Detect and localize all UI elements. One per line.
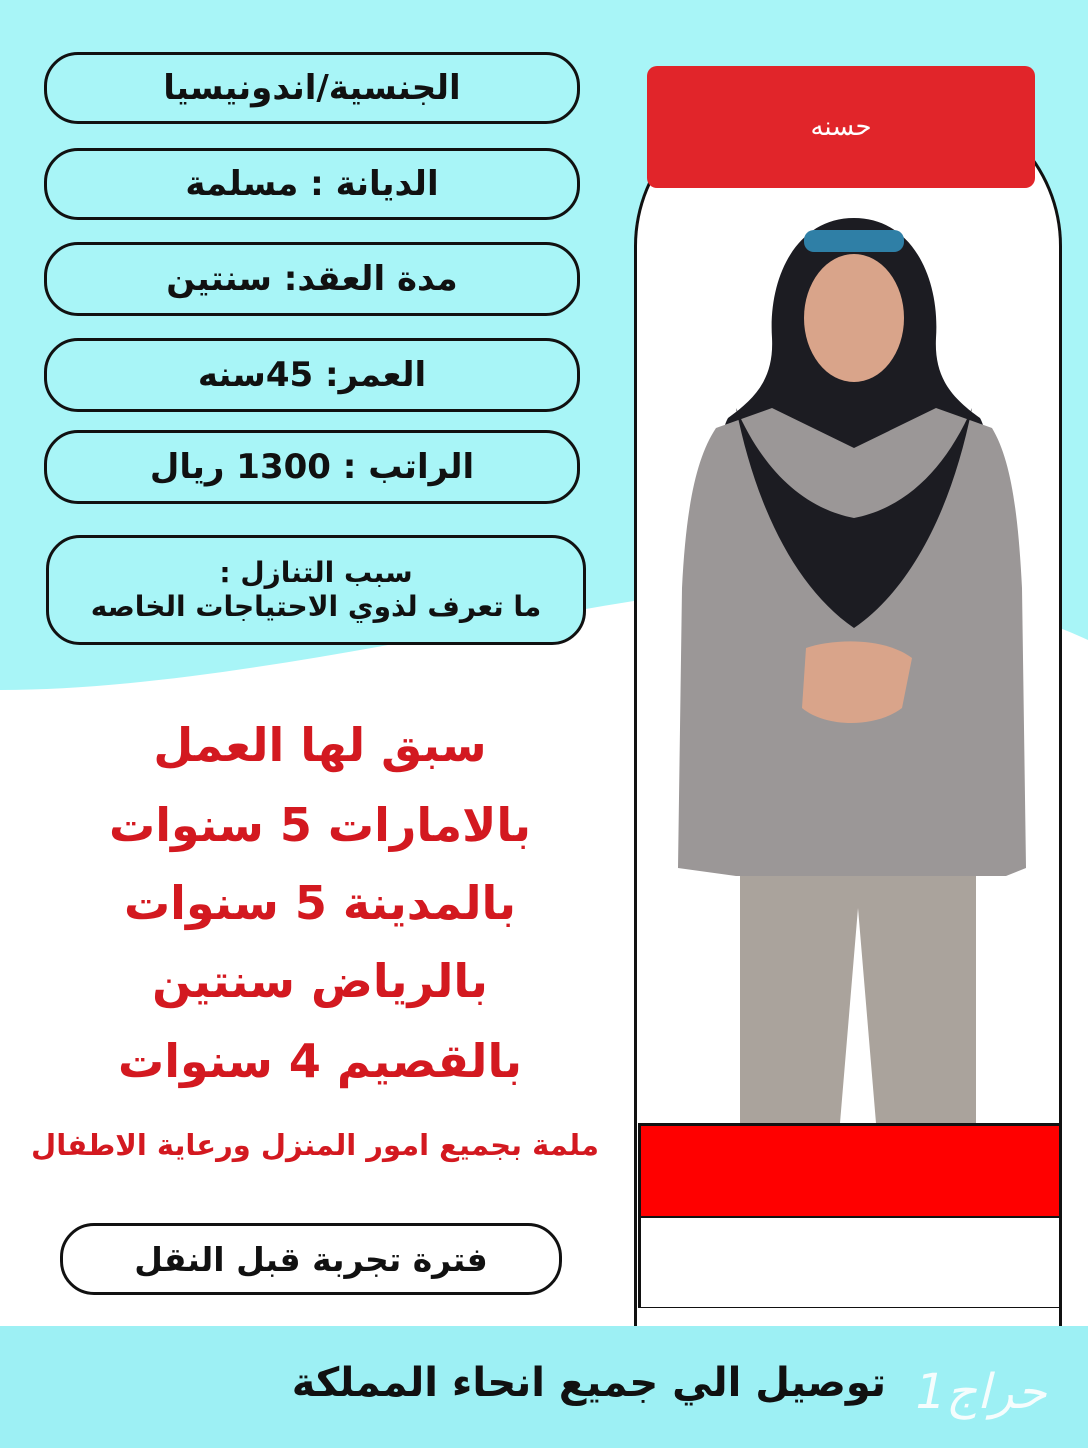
religion-pill — [44, 148, 580, 220]
flag-white-stripe — [641, 1216, 1059, 1308]
waiver-label: سبب التنازل : — [219, 556, 413, 590]
trial-period-pill — [60, 1223, 562, 1295]
name-banner — [647, 66, 1035, 188]
experience-item: بالامارات 5 سنوات — [109, 798, 531, 852]
skills-text: ملمة بجميع امور المنزل ورعاية الاطفال — [31, 1128, 599, 1162]
nationality-pill — [44, 52, 580, 124]
waiver-reason-pill — [46, 535, 586, 645]
experience-item: بالقصيم 4 سنوات — [117, 1034, 522, 1088]
contract-text: مدة العقد: سنتين — [166, 259, 458, 299]
waiver-reason-text: ما تعرف لذوي الاحتياجات الخاصه — [90, 590, 542, 623]
nationality-text: الجنسية/اندونيسيا — [163, 68, 461, 108]
age-pill — [44, 338, 580, 412]
experience-item: بالمدينة 5 سنوات — [123, 876, 517, 930]
worker-photo — [676, 208, 1032, 1123]
age-text: العمر: 45سنه — [197, 355, 427, 395]
delivery-text: توصيل الي جميع انحاء المملكة — [291, 1360, 886, 1406]
watermark: حراج1 — [915, 1364, 1047, 1420]
contract-pill — [44, 242, 580, 316]
salary-text: الراتب : 1300 ريال — [149, 447, 475, 487]
worker-name: حسنه — [810, 112, 872, 142]
salary-pill — [44, 430, 580, 504]
indonesia-flag — [638, 1123, 1062, 1308]
flag-red-stripe — [641, 1126, 1059, 1216]
trial-text: فترة تجربة قبل النقل — [134, 1239, 488, 1279]
experience-title: سبق لها العمل — [153, 718, 487, 772]
religion-text: الديانة : مسلمة — [185, 164, 439, 204]
experience-item: بالرياض سنتين — [152, 954, 488, 1008]
